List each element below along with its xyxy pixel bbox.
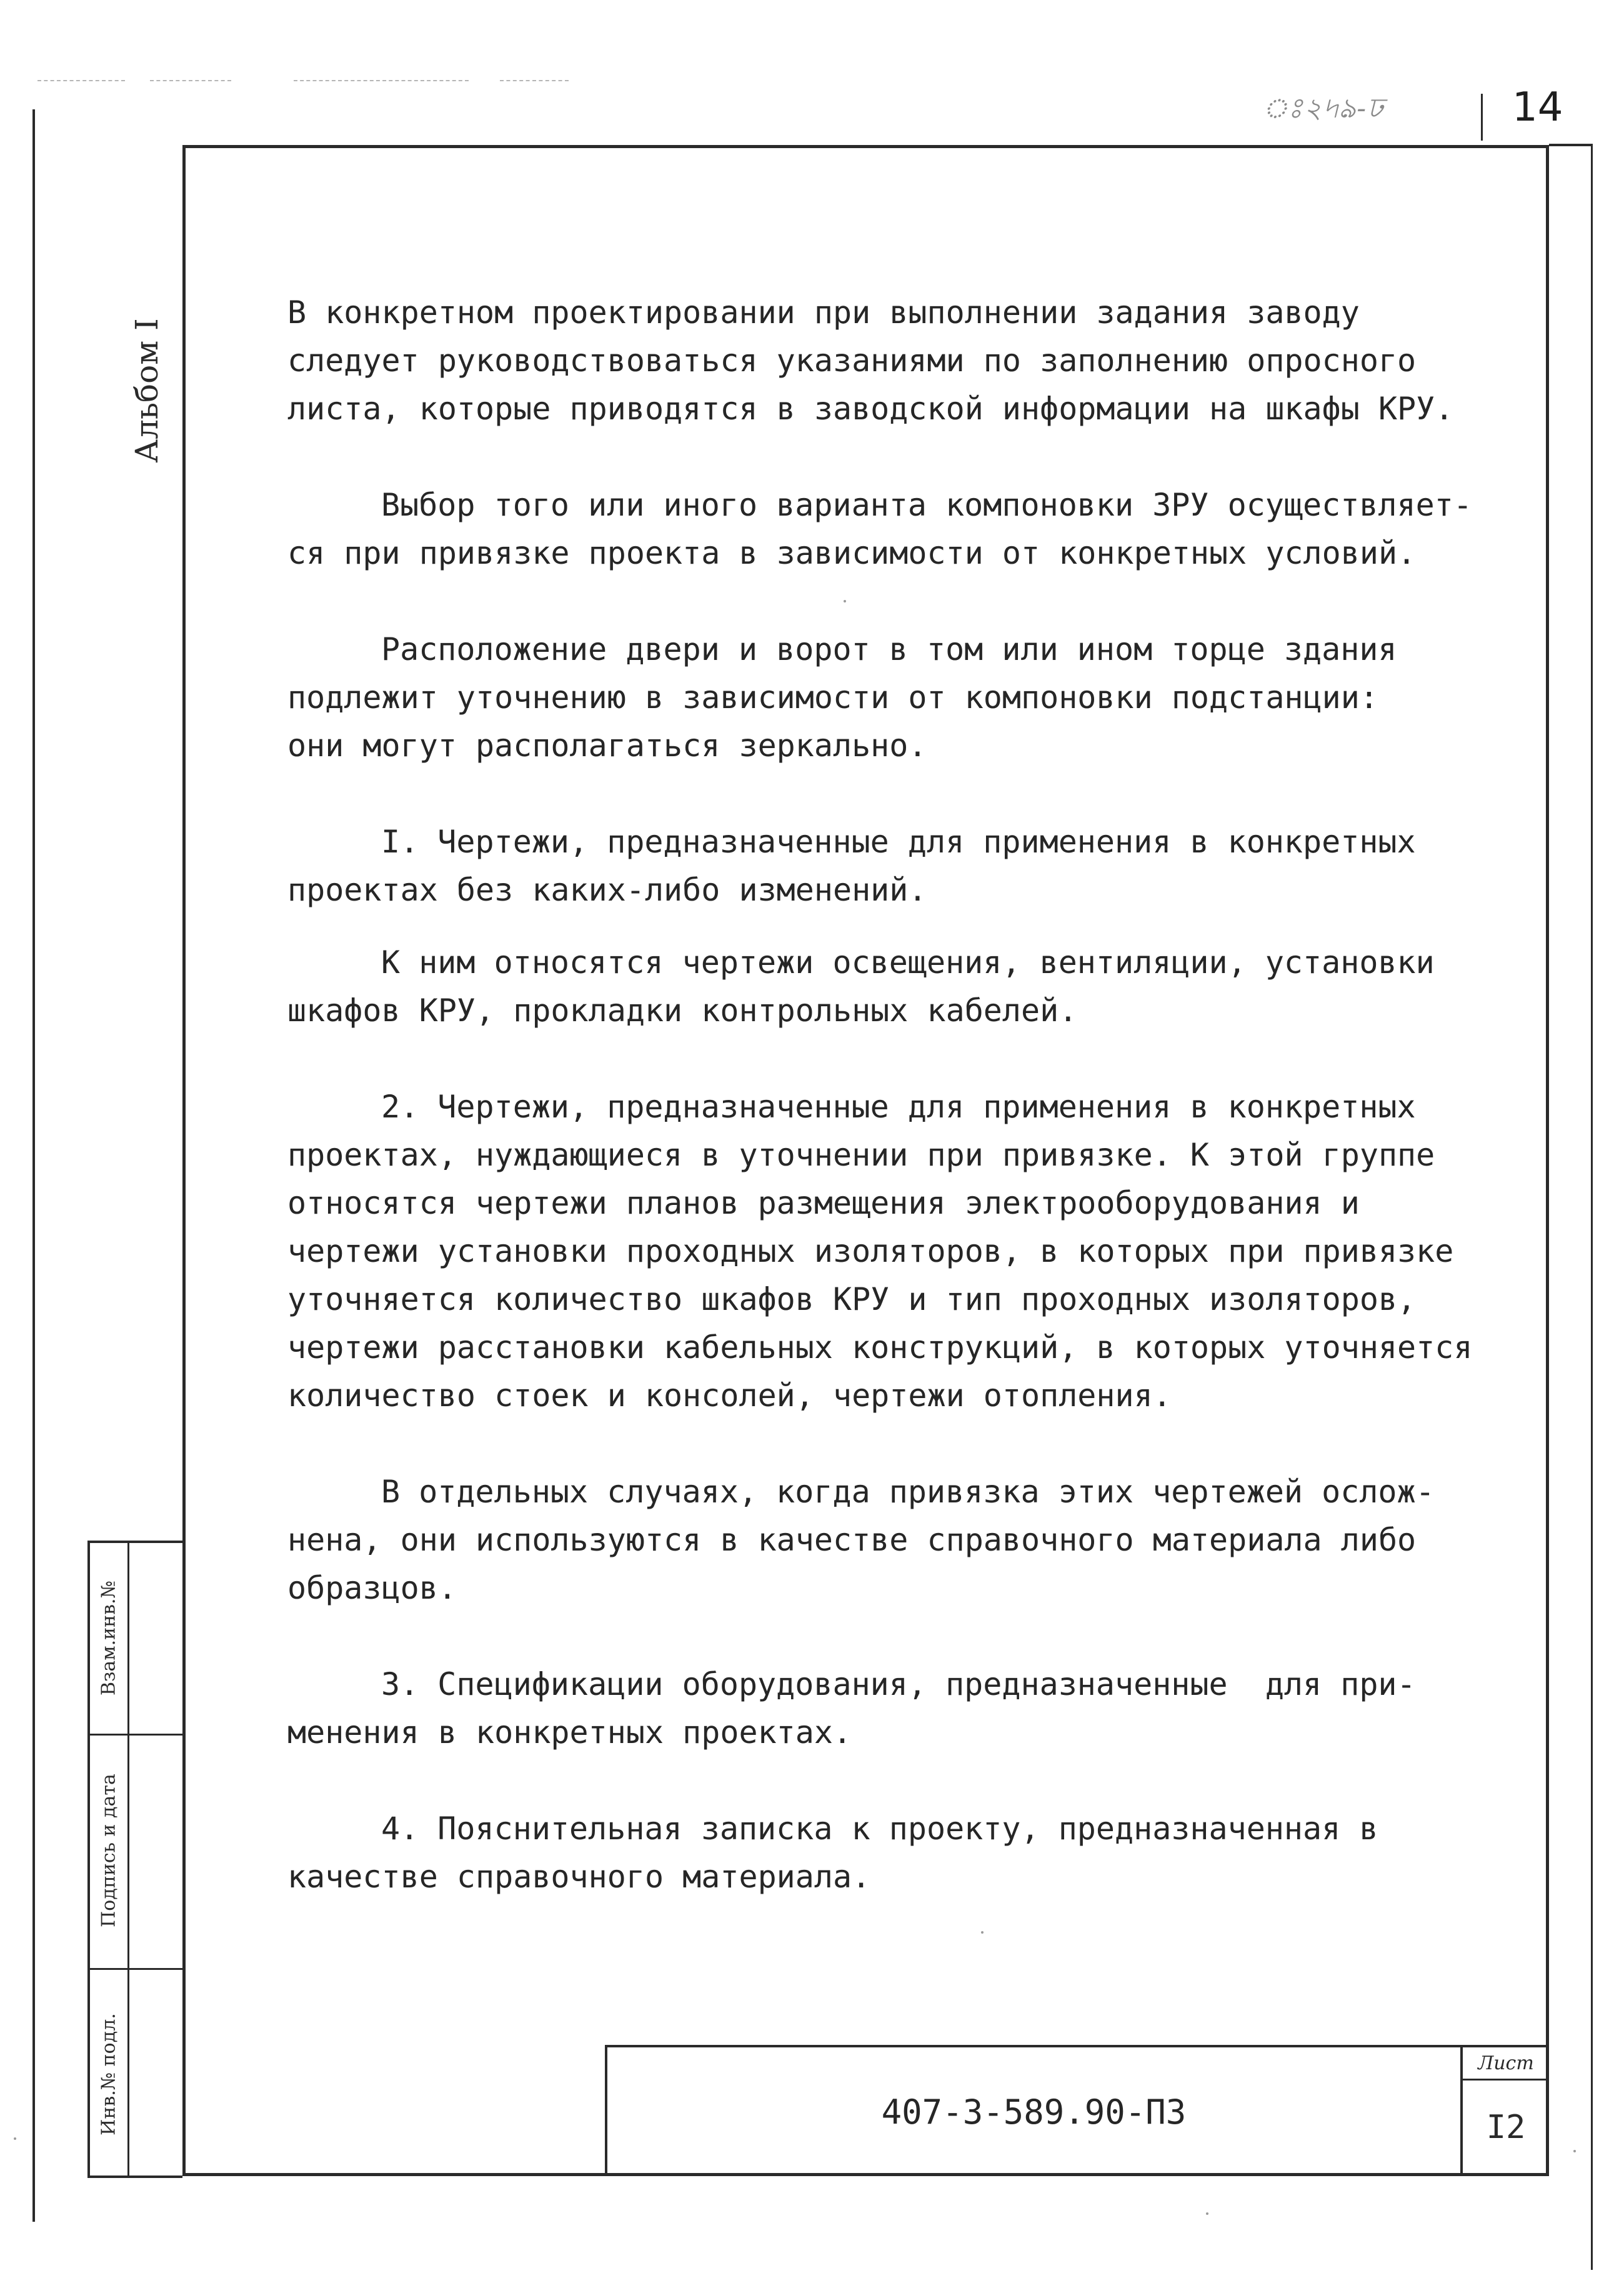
text-line: шкафов КРУ, прокладки контрольных кабелей. (287, 992, 1078, 1029)
scan-speck (1206, 2212, 1208, 2215)
archive-page-number: 14 (1512, 84, 1563, 131)
explanatory-note-text (287, 289, 1531, 1901)
text-line: менения в конкретных проектах. (287, 1714, 852, 1751)
archive-separator (1481, 94, 1483, 141)
text-line: чертежи установки проходных изоляторов, в которых при привязке (287, 1233, 1454, 1269)
text-line: проектах без каких-либо изменений. (287, 872, 927, 908)
sheet-label: Лист (1463, 2047, 1549, 2081)
text-line: Расположение двери и ворот в том или ином торце здания (381, 631, 1397, 667)
stamp-label-signature-date: Подпись и дата (97, 1774, 120, 1927)
text-line: чертежи расстановки кабельных конструкций, в которых уточняется (287, 1329, 1473, 1366)
text-line: подлежит уточнению в зависимости от компоновки подстанции: (287, 679, 1378, 716)
text-line: относятся чертежи планов размещения электрооборудования и (287, 1185, 1360, 1221)
text-line: проектах, нуждающиеся в уточнении при привязке. К этой группе (287, 1137, 1435, 1173)
scan-artifact (37, 80, 125, 81)
stamp-divider (90, 1734, 182, 1736)
stamp-label-inv-original: Инв.№ подл. (97, 2013, 120, 2136)
text-line: I. Чертежи, предназначенные для применения в конкретных (381, 824, 1416, 860)
text-line: качестве справочного материала. (287, 1859, 871, 1895)
text-line: количество стоек и консолей, чертежи отопления. (287, 1377, 1172, 1414)
scan-artifact (150, 80, 231, 81)
sheet-number: I2 (1486, 2109, 1526, 2146)
text-line: ся при привязке проекта в зависимости от конкретных условий. (287, 535, 1417, 571)
text-line: В отдельных случаях, когда привязка этих чертежей ослож- (381, 1474, 1435, 1510)
stamp-label-vzam-inv: Взам.инв.№ (97, 1581, 120, 1696)
binding-margin-line (32, 109, 35, 2222)
text-line: 2. Чертежи, предназначенные для применения в конкретных (381, 1089, 1416, 1125)
text-line: 4. Пояснительная записка к проекту, предназначенная в (381, 1811, 1378, 1847)
text-line: образцов. (287, 1570, 457, 1606)
text-line: К ним относятся чертежи освещения, вентиляции, установки (381, 944, 1435, 981)
album-label: Альбом I (129, 318, 165, 463)
stamp-divider (90, 1968, 182, 1970)
text-line: уточняется количество шкафов КРУ и тип проходных изоляторов, (287, 1281, 1417, 1317)
right-edge-line (1591, 145, 1593, 2270)
text-line: следует руководствоваться указаниями по заполнению опросного (287, 342, 1417, 379)
text-line: В конкретном проектировании при выполнении задания заводу (287, 294, 1360, 331)
scan-speck (1573, 2150, 1576, 2152)
frame-top-extension (1549, 144, 1593, 146)
scan-artifact (294, 80, 469, 81)
scan-speck (14, 2137, 16, 2140)
text-line: они могут располагаться зеркально. (287, 727, 927, 764)
text-line: листа, которые приводятся в заводской информации на шкафы КРУ. (287, 391, 1454, 427)
text-line: 3. Спецификации оборудования, предназначенные для при- (381, 1666, 1416, 1702)
text-line: нена, они используются в качестве справочного материала либо (287, 1522, 1417, 1558)
sheet-cell (1460, 2047, 1549, 2176)
stamp-divider (127, 1543, 129, 2176)
scan-artifact (500, 80, 569, 81)
archive-code: ঃ২৸ঌ-ঢ (1262, 92, 1385, 124)
document-designation: 407-3-589.90-ПЗ (881, 2092, 1187, 2132)
title-block (605, 2045, 1549, 2176)
text-line: Выбор того или иного варианта компоновки ЗРУ осуществляет- (381, 487, 1472, 523)
approval-stamp-block (87, 1541, 182, 2178)
